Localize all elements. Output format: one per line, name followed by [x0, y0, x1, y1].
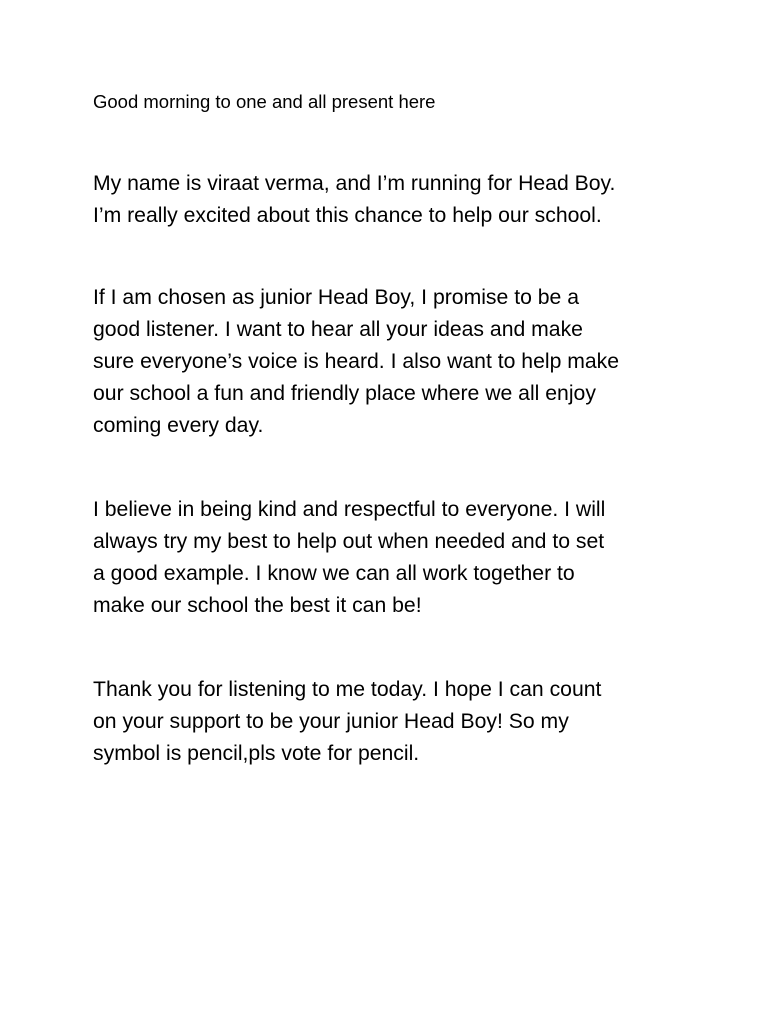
paragraph-line: coming every day. — [93, 414, 264, 437]
paragraph-line: good listener. I want to hear all your ideas and make — [93, 318, 583, 341]
paragraph-introduction — [93, 168, 693, 232]
paragraph-promise — [93, 282, 693, 442]
paragraph-line: always try my best to help out when needed and to set — [93, 530, 605, 553]
paragraph-line: I believe in being kind and respectful to everyone. I will — [93, 498, 606, 521]
paragraph-values — [93, 494, 693, 622]
paragraph-closing — [93, 674, 693, 770]
paragraph-line: on your support to be your junior Head Boy! So my — [93, 710, 569, 733]
paragraph-line: I’m really excited about this chance to help our school. — [93, 204, 602, 227]
paragraph-line: If I am chosen as junior Head Boy, I promise to be a — [93, 286, 579, 309]
paragraph-line: make our school the best it can be! — [93, 594, 422, 617]
greeting-line: Good morning to one and all present here — [93, 91, 436, 112]
paragraph-line: sure everyone’s voice is heard. I also want to help make — [93, 350, 620, 373]
paragraph-line: symbol is pencil,pls vote for pencil. — [93, 742, 420, 765]
paragraph-line: Thank you for listening to me today. I hope I can count — [93, 678, 602, 701]
paragraph-line: a good example. I know we can all work together to — [93, 562, 575, 585]
paragraph-line: My name is viraat verma, and I’m running for Head Boy. — [93, 172, 616, 195]
paragraph-line: our school a fun and friendly place where we all enjoy — [93, 382, 596, 405]
